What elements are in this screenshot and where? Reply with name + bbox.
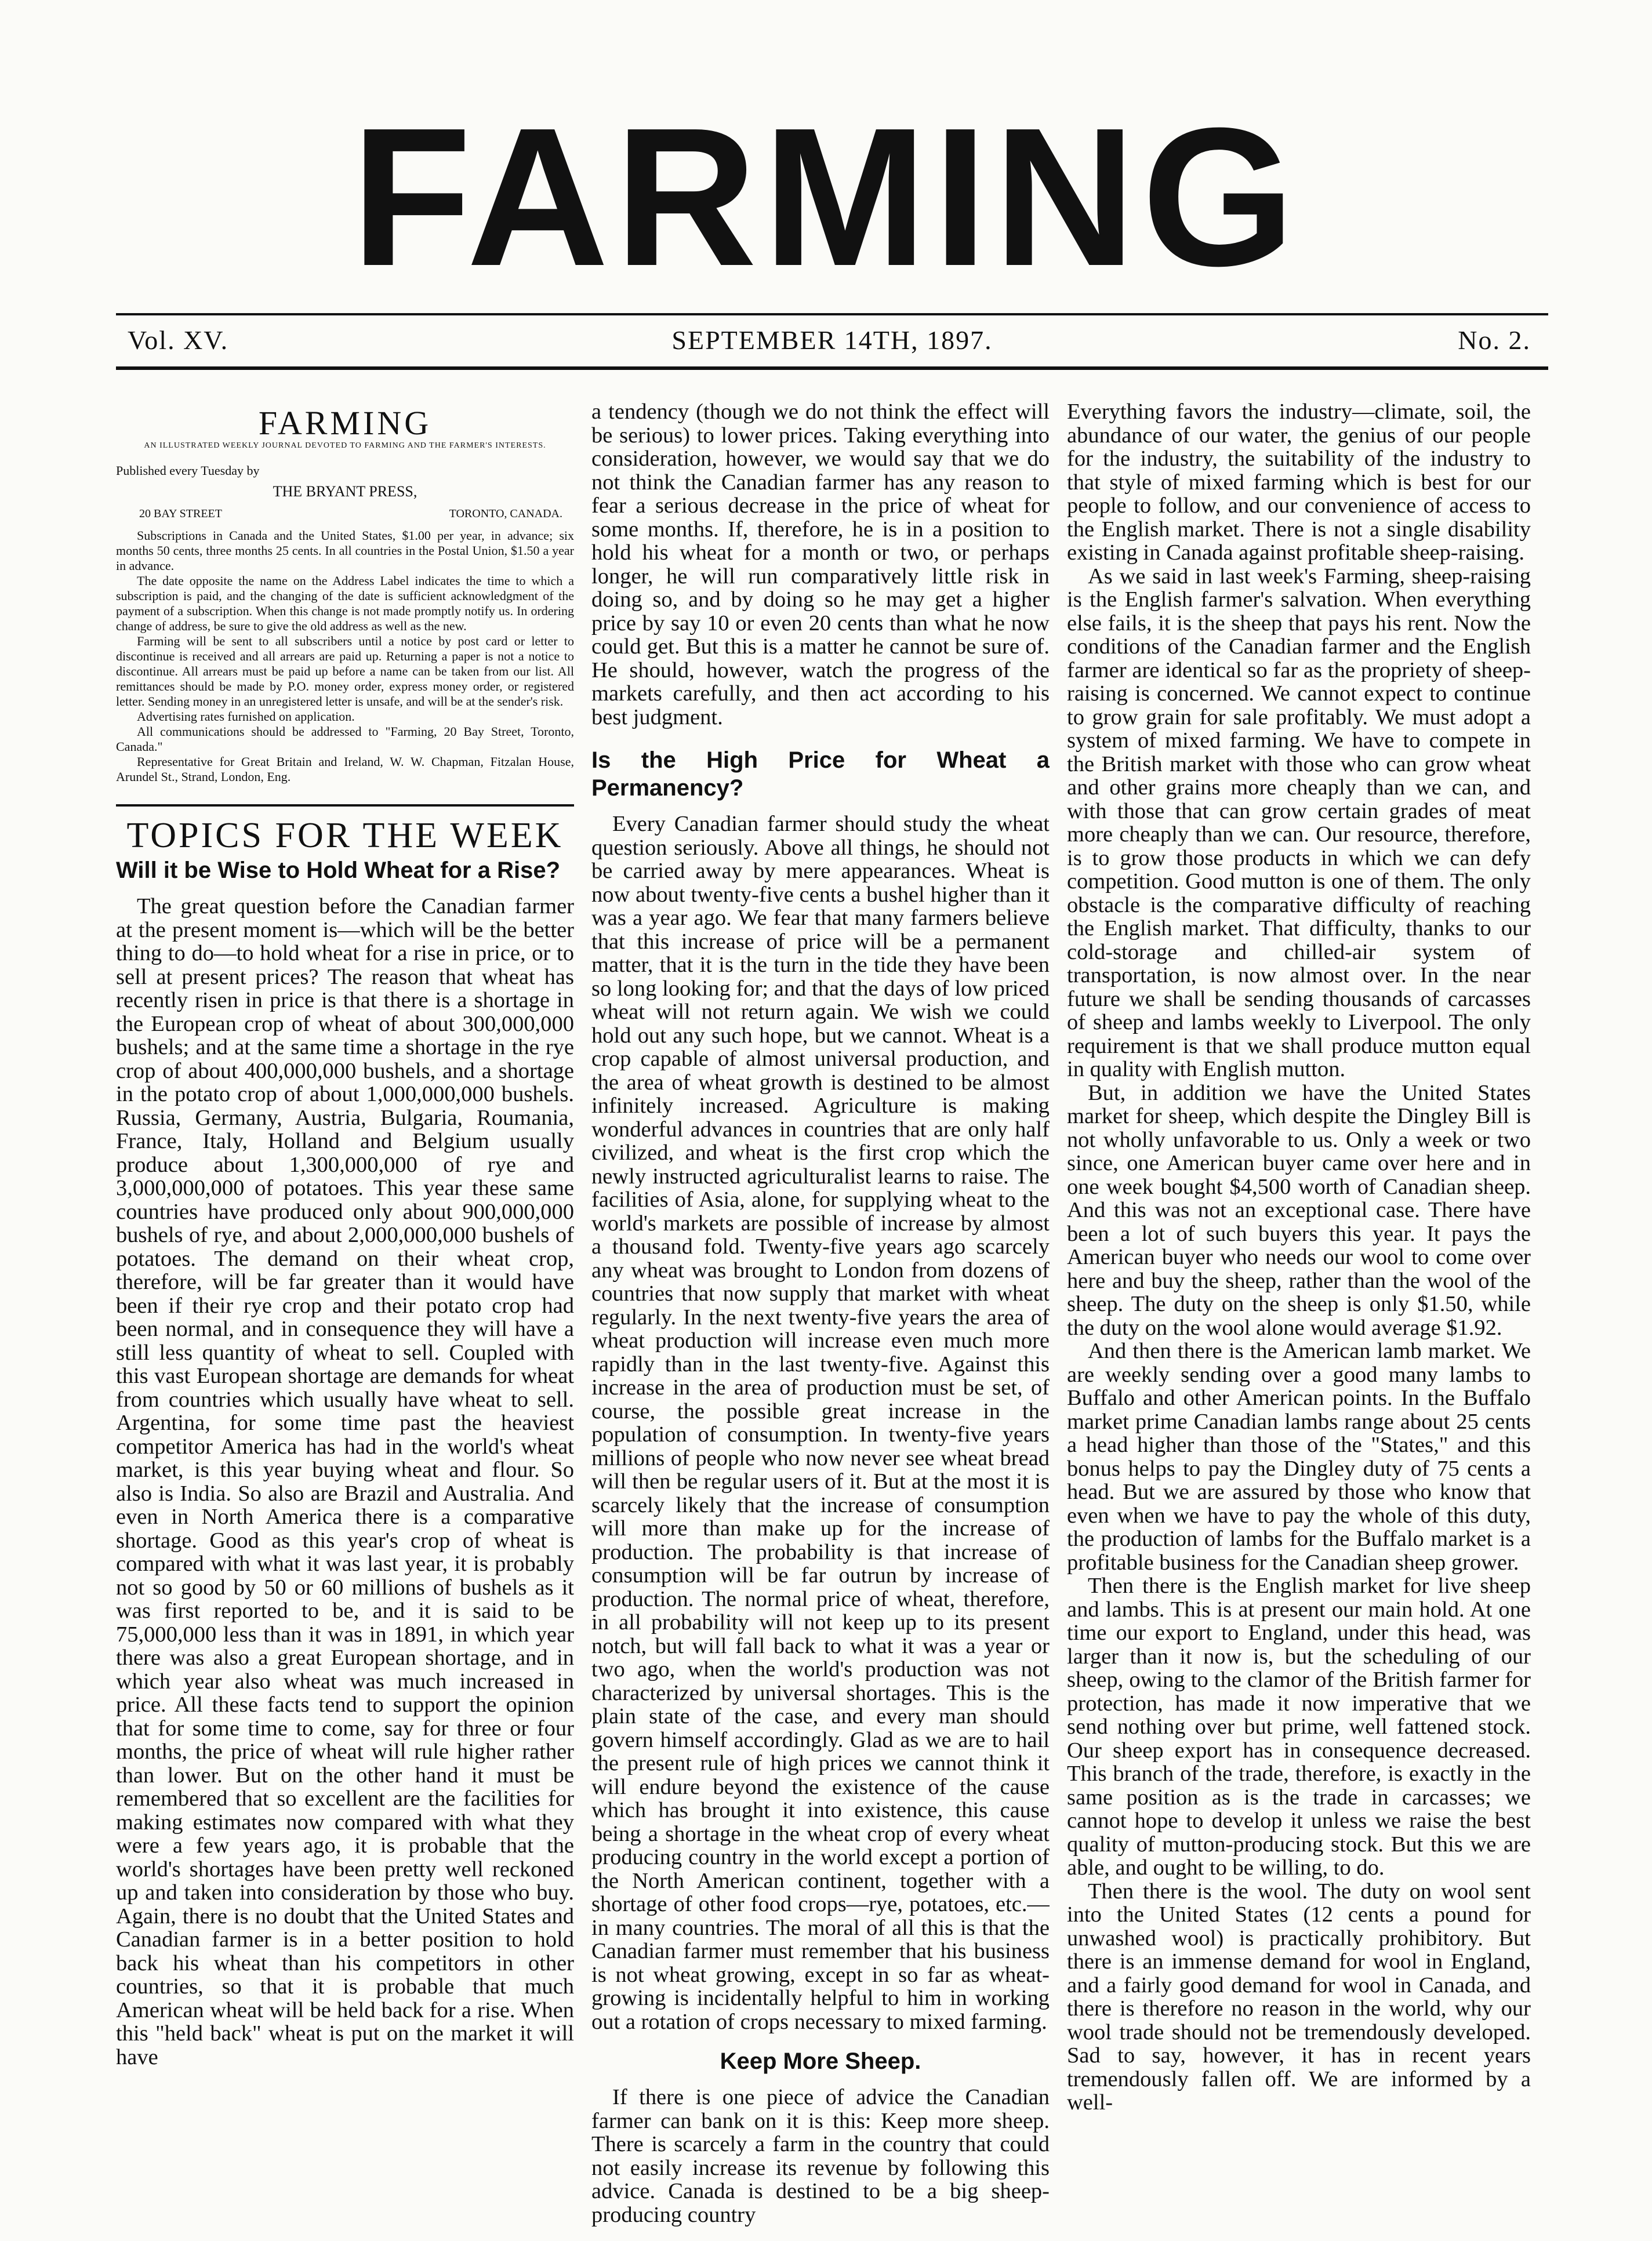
masthead-rule-bottom — [116, 366, 1548, 370]
infobox-street: 20 BAY STREET — [139, 507, 222, 520]
infobox-publisher: THE BRYANT PRESS, — [273, 482, 417, 500]
infobox-advertising: Advertising rates furnished on application. — [137, 709, 355, 724]
section-divider — [116, 804, 574, 807]
issue-line — [128, 325, 1537, 359]
topics-heading: TOPICS FOR THE WEEK — [126, 815, 564, 855]
article-heading-permanency: Is the High Price for Wheat a Permanency? — [591, 747, 1050, 801]
article-paragraph: Then there is the wool. The duty on wool sent into the United States (12 cents a pound for unwashed wool) is practically prohibitory. But there is an immense demand for wool in England, and a fairly good demand for wool in Canada, and there is therefore no reason in the world, why our wool trade should not be tremendously developed. Sad to say, however, it has in recent years tremendously fallen off. We are informed by a well- — [1067, 1879, 1531, 2115]
article-heading-hold-wheat: Will it be Wise to Hold Wheat for a Rise? — [116, 858, 560, 883]
infobox-title: FARMING — [258, 404, 432, 442]
article-paragraph: Everything favors the industry—climate, soil, the abundance of our water, the genius of our people for the industry, the suitability of the industry to that style of mixed farming which is best for our people to follow, and our convenience of access to the English market. There is not a single disability existing in Canada against profitable sheep-raising. — [1067, 400, 1531, 565]
issue-number: No. 2. — [1458, 325, 1531, 355]
infobox-representative: Representative for Great Britain and Ireland, W. W. Chapman, Fitzalan House, Arundel St., Strand, London, Eng. — [116, 754, 574, 784]
column-1 — [116, 400, 574, 2232]
article-paragraph: As we said in last week's Farming, sheep-raising is the English farmer's salvation. When everything else fails, it is the sheep that pays his rent. Now the conditions of the Canadian farmer and the English farmer are identical so far as the propriety of sheep-raising is concerned. We cannot expect to continue to grow grain for sale profitably. We must adopt a system of mixed farming. We have to compete in the British market with those who can grow wheat and other grains more cheaply than we can, and with those that can grow certain grades of meat more cheaply than we can. Our resource, therefore, is to grow those products in which we can defy competition. Good mutton is one of them. The only obstacle is the comparative difficulty of reaching the English market. That difficulty, thanks to our cold-storage and chilled-air system of transportation, is now almost over. In the near future we shall be sending thousands of carcasses of sheep and lambs weekly to Liverpool. The only requirement is that we shall produce mutton equal in quality with English mutton. — [1067, 564, 1531, 1081]
infobox-subscriptions: Subscriptions in Canada and the United States, $1.00 per year, in advance; six months 50 cents, three months 25 cents. In all countries in the Postal Union, $1.50 a year in advance. — [116, 528, 574, 573]
article-paragraph: Then there is the English market for live sheep and lambs. This is at present our main hold. At one time our export to England, under this head, was larger than it now is, but the scheduling of our sheep, owing to the clamor of the British farmer for protection, has made it now imperative that we send nothing over but prime, well fattened stock. Our sheep export has in consequence decreased. This branch of the trade, therefore, is exactly in the same position as is the trade in carcasses; we cannot hope to develop it unless we raise the best quality of mutton-producing stock. But this we are able, and ought to be willing, to do. — [1067, 1574, 1531, 1880]
article-paragraph: Every Canadian farmer should study the wheat question seriously. Above all things, he should not be carried away by mere appearances. Wheat is now about twenty-five cents a bushel higher than it was a year ago. We fear that many farmers believe that this increase of price will be a permanent matter, that it is the turn in the tide they have been so long looking for; and that the days of low priced wheat will not return again. We wish we could hold out any such hope, but we cannot. Wheat is a crop capable of almost universal production, and the area of wheat growth is destined to be almost infinitely increased. Agriculture is making wonderful advances in countries that are only half civilized, and wheat is the first crop which the newly instructed agriculturalist learns to raise. The facilities of Asia, alone, for supplying wheat to the world's markets are possible of increase by almost a thousand fold. Twenty-five years ago scarcely any wheat was brought to London from dozens of countries that now supply that market with wheat regularly. In the next twenty-five years the area of wheat production will increase even much more rapidly than in the last twenty-five. Against this increase in the area of production must be set, of course, the possible great increase in the population of consumption. In twenty-five years millions of people who now never see wheat bread will then be regular users of it. But at the most it is scarcely likely that the increase of consumption will more than make up for the increase of production. The probability is that increase of consumption will be far outrun by increase of production. The normal price of wheat, therefore, in all probability will not keep up to its present notch, but will fall back to what it was a year or two ago, when the world's production was not characterized by universal shortages. This is the plain state of the case, and every man should govern himself accordingly. Glad as we are to hail the present rule of high prices we cannot think it will endure beyond the existence of the cause which has brought it into existence, this cause being a shortage in the wheat crop of every wheat producing country in the world except a portion of the North American continent, together with a shortage of other food crops—rye, potatoes, etc.—in many countries. The moral of all this is that the Canadian farmer must remember that his business is not wheat growing, except in so far as wheat-growing is incidentally helpful to him in working out a rotation of crops necessary to mixed farming. — [591, 812, 1050, 2034]
infobox-published: Published every Tuesday by — [116, 463, 260, 478]
masthead-rule-top — [116, 313, 1548, 315]
column-3 — [1067, 400, 1531, 2232]
column-2 — [591, 400, 1050, 2232]
article-heading-keep-sheep: Keep More Sheep. — [720, 2049, 921, 2074]
infobox-address — [116, 505, 574, 522]
infobox-date-note: The date opposite the name on the Address Label indicates the time to which a subscription is paid, and the changing of the date is sufficient acknowledgment of the payment of a subscription. When this change is not made promptly notify us. In ordering change of address, be sure to give the old address as well as the new. — [116, 573, 574, 633]
masthead-title: FARMING — [351, 87, 1301, 307]
infobox-subtitle: AN ILLUSTRATED WEEKLY JOURNAL DEVOTED TO FARMING AND THE FARMER'S INTERESTS. — [144, 441, 546, 450]
article-paragraph: And then there is the American lamb market. We are weekly sending over a good many lambs to Buffalo and other American points. In the Buffalo market prime Canadian lambs range about 25 cents a head higher than those of the "States," and this bonus helps to pay the Dingley duty of 75 cents a head. But we are assured by those who know that even when we have to pay the whole of this duty, the production of lambs for the Buffalo market is a profitable business for the Canadian sheep grower. — [1067, 1339, 1531, 1575]
infobox-notice: Farming will be sent to all subscribers until a notice by post card or letter to discontinue is received and all arrears are paid up. Returning a paper is not a notice to discontinue. All arrears must be paid up before a name can be taken from our list. All remittances should be made by P.O. money order, express money order, or registered letter. Sending money in an unregistered letter is unsafe, and will be at the sender's risk. — [116, 633, 574, 709]
issue-date: SEPTEMBER 14TH, 1897. — [671, 325, 993, 355]
article-paragraph: But, in addition we have the United States market for sheep, which despite the Dingley Bill is not wholly unfavorable to us. Only a week or two since, one American buyer came over here and in one week bought $4,500 worth of Canadian sheep. And this was not an exceptional case. There have been a lot of such buyers this year. It pays the American buyer who needs our wool to come over here and buy the sheep, rather than the wool of the sheep. The duty on the sheep is only $1.50, while the duty on the wool alone would average $1.92. — [1067, 1080, 1531, 1340]
article-paragraph: a tendency (though we do not think the effect will be serious) to lower prices. Taking everything into consideration, however, we would say that we do not think the Canadian farmer has any reason to fear a serious decrease in the price of wheat for some months. If, therefore, he is in a position to hold his wheat for a month or two, or perhaps longer, he will run comparatively little risk in doing so, and by doing so he may get a higher price by say 10 or even 20 cents than what he now could get. But this is a matter he cannot be sure of. He should, however, watch the progress of the markets carefully, and then act according to his best judgment. — [591, 400, 1050, 729]
volume-label: Vol. XV. — [128, 325, 229, 355]
infobox-city: TORONTO, CANADA. — [449, 507, 562, 520]
article-paragraph: If there is one piece of advice the Canadian farmer can bank on it is this: Keep more sheep. There is scarcely a farm in the country that could not easily increase its revenue by following this advice. Canada is destined to be a big sheep-producing country — [591, 2085, 1050, 2227]
infobox-communications: All communications should be addressed to "Farming, 20 Bay Street, Toronto, Canada." — [116, 724, 574, 754]
article-paragraph: The great question before the Canadian farmer at the present moment is—which will be the better thing to do—to hold wheat for a rise in price, or to sell at present prices? The reason that wheat has recently risen in price is that there is a shortage in the European crop of wheat of about 300,000,000 bushels; and at the same time a shortage in the rye crop of about 400,000,000 bushels, and a shortage in the potato crop of about 1,000,000,000 bushels. Russia, Germany, Austria, Bulgaria, Roumania, France, Italy, Holland and Belgium usually produce about 1,300,000,000 of rye and 3,000,000,000 of potatoes. This year these same countries have produced only about 900,000,000 bushels of rye, and about 2,000,000,000 bushels of potatoes. The demand on their wheat crop, therefore, will be far greater than it would have been if their rye crop and their potato crop had been normal, and in consequence they will have a still less quantity of wheat to sell. Coupled with this vast European shortage are demands for wheat from countries which usually have wheat to sell. Argentina, for some time past the heaviest competitor America has had in the world's wheat market, is this year buying wheat and flour. So also is India. So also are Brazil and Australia. And even in North America there is a comparative shortage. Good as this year's crop of wheat is compared with what it was last year, it is probably not so good by 50 or 60 millions of bushels as it was first reported to be, and it is said to be 75,000,000 less than it was in 1891, in which year there was also a great European shortage, and in which year also wheat was much increased in price. All these facts tend to support the opinion that for some time to come, say for three or four months, the price of wheat will rule higher rather than lower. But on the other hand it must be remembered that so excellent are the facilities for making estimates now compared with what they were a few years ago, it is probable that the world's shortages have been pretty well reckoned up and taken into consideration by those who buy. Again, there is no doubt that the United States and Canadian farmer is in a better position to hold back his wheat than his competitors in other countries, so that it is probable that much American wheat will be held back for a rise. When this "held back" wheat is put on the market it will have — [116, 894, 574, 2069]
